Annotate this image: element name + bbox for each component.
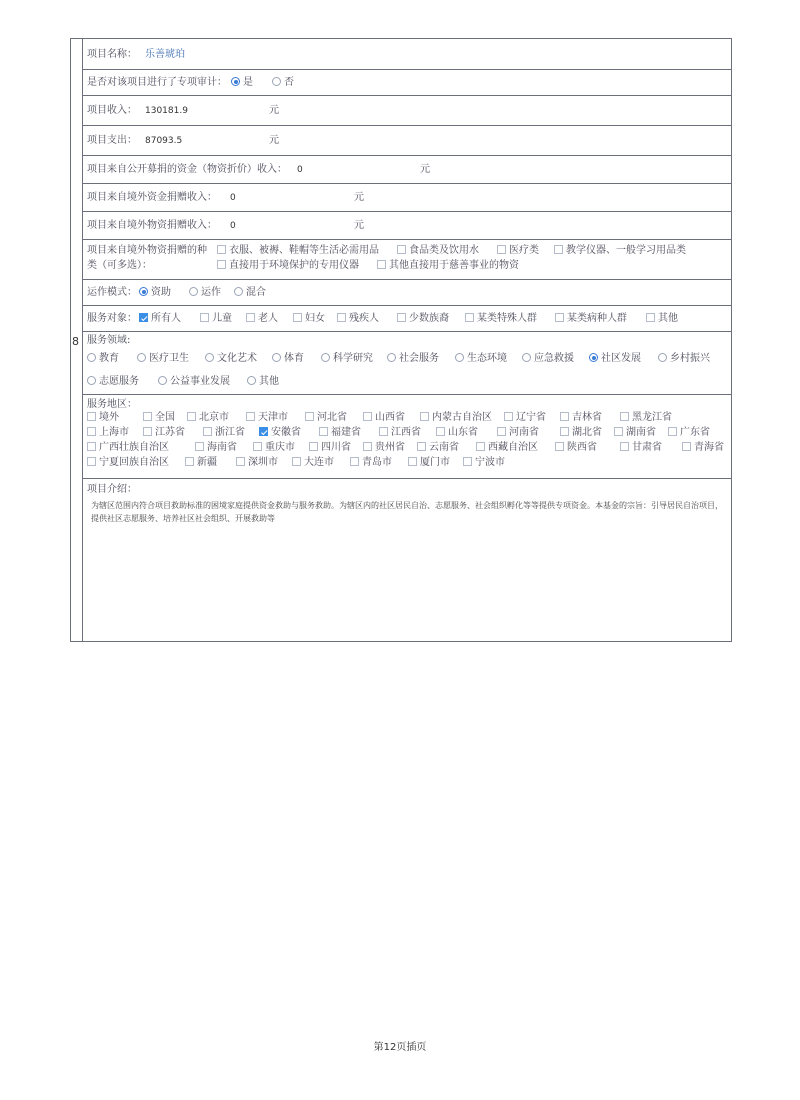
goods-type-option-label: 衣服、被褥、鞋帽等生活必需用品 xyxy=(229,245,379,256)
field-option-emergency[interactable] xyxy=(522,352,574,366)
region-option-label: 大连市 xyxy=(304,457,334,468)
checkbox-icon xyxy=(620,442,629,451)
region-option-label: 宁波市 xyxy=(475,457,505,468)
checkbox-icon xyxy=(408,457,417,466)
expense-value: 87093.5 xyxy=(145,136,183,146)
audit-label: 是否对该项目进行了专项审计： xyxy=(87,77,227,88)
target-option-label: 老人 xyxy=(258,313,278,324)
region-option[interactable] xyxy=(87,411,119,425)
checkbox-icon xyxy=(187,412,196,421)
radio-icon xyxy=(455,353,464,362)
field-option-community[interactable] xyxy=(589,352,641,366)
radio-icon xyxy=(87,353,96,362)
radio-icon xyxy=(522,353,531,362)
foreign-goods-label: 项目来自境外物资捐赠收入： xyxy=(87,220,217,231)
region-option-label: 境外 xyxy=(99,412,119,423)
goods-type-option-food[interactable] xyxy=(397,244,479,258)
checkbox-icon xyxy=(253,442,262,451)
checkbox-icon xyxy=(337,313,346,322)
foreign-goods-value: 0 xyxy=(230,221,236,231)
region-option-label: 黑龙江省 xyxy=(632,412,672,423)
region-option[interactable] xyxy=(246,411,288,425)
expense-label: 项目支出： xyxy=(87,135,137,146)
region-option[interactable] xyxy=(305,411,347,425)
region-option-label: 上海市 xyxy=(99,427,129,438)
checkbox-icon xyxy=(497,427,506,436)
foreign-fund-label: 项目来自境外资金捐赠收入： xyxy=(87,192,217,203)
field-option-label: 公益事业发展 xyxy=(170,376,230,387)
public-fund-value: 0 xyxy=(297,165,303,175)
target-option-elderly[interactable] xyxy=(246,312,278,326)
checkbox-icon xyxy=(463,457,472,466)
field-option-label: 体育 xyxy=(284,353,304,364)
checkbox-icon xyxy=(560,427,569,436)
checkbox-icon xyxy=(292,457,301,466)
checkbox-icon xyxy=(309,442,318,451)
mode-option-mixed[interactable] xyxy=(234,286,266,300)
field-option-volunteer[interactable] xyxy=(87,375,139,389)
radio-selected-icon xyxy=(139,287,148,296)
region-option-label: 甘肃省 xyxy=(632,442,662,453)
checkbox-icon xyxy=(614,427,623,436)
goods-type-option-label: 直接用于环境保护的专用仪器 xyxy=(229,260,359,271)
region-option[interactable] xyxy=(350,456,392,470)
target-label: 服务对象： xyxy=(87,313,137,324)
goods-type-option-other[interactable] xyxy=(377,259,519,273)
audit-option-yes[interactable] xyxy=(231,76,253,90)
field-label: 服务领域: xyxy=(87,335,131,346)
region-option-label: 山西省 xyxy=(375,412,405,423)
foreign-fund-value: 0 xyxy=(230,193,236,203)
checkbox-icon xyxy=(646,313,655,322)
region-option-label: 广西壮族自治区 xyxy=(99,442,169,453)
region-option[interactable] xyxy=(363,411,405,425)
field-option-public-welfare[interactable] xyxy=(158,375,230,389)
field-option-other[interactable] xyxy=(247,375,279,389)
goods-type-option-label: 其他直接用于慈善事业的物资 xyxy=(389,260,519,271)
region-option-label: 吉林省 xyxy=(572,412,602,423)
intro-text: 为辖区范围内符合项目救助标准的困境家庭提供资金救助与服务救助。为辖区内的社区居民自治、志愿服务、社会组织孵化等等提供专项资金。本基金的宗旨：引导居民自治项目，提供社区志愿服务、培养社区社会组织、开展救助等 xyxy=(91,501,723,523)
income-unit: 元 xyxy=(269,105,279,116)
row-number-column xyxy=(71,39,83,641)
mode-row xyxy=(83,280,731,306)
checkbox-icon xyxy=(246,412,255,421)
region-option[interactable] xyxy=(236,456,278,470)
region-option-label: 河南省 xyxy=(509,427,539,438)
public-fund-row xyxy=(83,156,731,184)
mode-option-fund[interactable] xyxy=(139,286,171,300)
field-option-culture[interactable] xyxy=(205,352,257,366)
region-option[interactable] xyxy=(420,411,492,425)
region-option[interactable] xyxy=(408,456,450,470)
radio-icon xyxy=(272,77,281,86)
region-option[interactable] xyxy=(614,426,656,440)
region-option[interactable] xyxy=(253,441,295,455)
field-option-ecology[interactable] xyxy=(455,352,507,366)
region-option[interactable] xyxy=(195,441,237,455)
field-option-education[interactable] xyxy=(87,352,119,366)
income-label: 项目收入： xyxy=(87,105,137,116)
foreign-goods-unit: 元 xyxy=(354,220,364,231)
mode-option-operate[interactable] xyxy=(189,286,221,300)
radio-icon xyxy=(234,287,243,296)
region-option-label: 浙江省 xyxy=(215,427,245,438)
checkbox-icon xyxy=(143,412,152,421)
region-option[interactable] xyxy=(555,441,597,455)
checkbox-icon xyxy=(87,412,96,421)
goods-type-label-line2: 类（可多选）： xyxy=(87,260,152,271)
checkbox-icon xyxy=(555,313,564,322)
region-option[interactable] xyxy=(497,426,539,440)
region-option[interactable] xyxy=(417,441,459,455)
region-option[interactable] xyxy=(143,411,175,425)
checkbox-icon xyxy=(143,427,152,436)
checkbox-icon xyxy=(497,245,506,254)
checkbox-icon xyxy=(560,412,569,421)
field-option-label: 文化艺术 xyxy=(217,353,257,364)
region-option-label: 福建省 xyxy=(331,427,361,438)
field-option-medical[interactable] xyxy=(137,352,189,366)
region-option[interactable] xyxy=(309,441,351,455)
checkbox-icon xyxy=(620,412,629,421)
audit-option-no[interactable] xyxy=(272,76,294,90)
checkbox-icon xyxy=(293,313,302,322)
radio-selected-icon xyxy=(231,77,240,86)
field-option-label: 志愿服务 xyxy=(99,376,139,387)
foreign-fund-unit: 元 xyxy=(354,192,364,203)
region-option[interactable] xyxy=(504,411,546,425)
region-option-label: 江苏省 xyxy=(155,427,185,438)
region-option-label: 重庆市 xyxy=(265,442,295,453)
foreign-goods-row xyxy=(83,212,731,240)
checkbox-icon xyxy=(217,260,226,269)
public-fund-label: 项目来自公开募捐的资金（物资折价）收入： xyxy=(87,164,287,175)
form-content xyxy=(83,39,731,641)
checkbox-icon xyxy=(87,442,96,451)
region-option[interactable] xyxy=(682,441,724,455)
mode-option-label: 资助 xyxy=(151,287,171,298)
checkbox-icon xyxy=(350,457,359,466)
target-option-children[interactable] xyxy=(200,312,232,326)
region-option[interactable] xyxy=(560,426,602,440)
region-option-label: 四川省 xyxy=(321,442,351,453)
target-option-label: 某类特殊人群 xyxy=(477,313,537,324)
goods-type-option-teaching[interactable] xyxy=(554,244,686,258)
region-option-label: 江西省 xyxy=(391,427,421,438)
radio-icon xyxy=(137,353,146,362)
field-option-science[interactable] xyxy=(321,352,373,366)
region-option-label: 天津市 xyxy=(258,412,288,423)
goods-type-label-line1: 项目来自境外物资捐赠的种 xyxy=(87,245,207,256)
radio-icon xyxy=(87,376,96,385)
field-option-label: 应急救援 xyxy=(534,353,574,364)
checkbox-icon xyxy=(363,442,372,451)
target-option-label: 其他 xyxy=(658,313,678,324)
target-row xyxy=(83,306,731,332)
region-row xyxy=(83,395,731,479)
region-option-label: 青岛市 xyxy=(362,457,392,468)
audit-option-yes-label: 是 xyxy=(243,77,253,88)
field-row xyxy=(83,332,731,395)
goods-type-option-label: 教学仪器、一般学习用品类 xyxy=(566,245,686,256)
mode-option-label: 运作 xyxy=(201,287,221,298)
region-option-label: 安徽省 xyxy=(271,427,301,438)
region-option[interactable] xyxy=(436,426,478,440)
radio-icon xyxy=(272,353,281,362)
region-option-label: 北京市 xyxy=(199,412,229,423)
checkbox-checked-icon xyxy=(139,313,148,322)
checkbox-icon xyxy=(87,427,96,436)
region-option-label: 广东省 xyxy=(680,427,710,438)
income-row xyxy=(83,96,731,126)
checkbox-icon xyxy=(465,313,474,322)
intro-row xyxy=(83,479,731,643)
checkbox-icon xyxy=(555,442,564,451)
checkbox-icon xyxy=(87,457,96,466)
checkbox-icon xyxy=(305,412,314,421)
field-option-label: 其他 xyxy=(259,376,279,387)
checkbox-icon xyxy=(476,442,485,451)
field-option-label: 科学研究 xyxy=(333,353,373,364)
region-option-label: 湖南省 xyxy=(626,427,656,438)
region-option[interactable] xyxy=(620,441,662,455)
field-option-label: 医疗卫生 xyxy=(149,353,189,364)
checkbox-icon xyxy=(668,427,677,436)
checkbox-icon xyxy=(436,427,445,436)
checkbox-icon xyxy=(200,313,209,322)
checkbox-icon xyxy=(379,427,388,436)
region-option-label: 贵州省 xyxy=(375,442,405,453)
project-name-label: 项目名称： xyxy=(87,49,137,60)
checkbox-checked-icon xyxy=(259,427,268,436)
radio-icon xyxy=(247,376,256,385)
region-option-label: 湖北省 xyxy=(572,427,602,438)
checkbox-icon xyxy=(246,313,255,322)
checkbox-icon xyxy=(185,457,194,466)
checkbox-icon xyxy=(195,442,204,451)
target-option-label: 某类病种人群 xyxy=(567,313,627,324)
region-option-label: 陕西省 xyxy=(567,442,597,453)
region-option[interactable] xyxy=(203,426,245,440)
region-option-label: 山东省 xyxy=(448,427,478,438)
region-option[interactable] xyxy=(319,426,361,440)
target-option-label: 少数族裔 xyxy=(409,313,449,324)
intro-label: 项目介绍： xyxy=(87,484,137,495)
region-option[interactable] xyxy=(668,426,710,440)
target-option-all[interactable] xyxy=(139,312,181,326)
target-option-special[interactable] xyxy=(465,312,537,326)
region-option[interactable] xyxy=(187,411,229,425)
goods-type-option-environment[interactable] xyxy=(217,259,359,273)
checkbox-icon xyxy=(420,412,429,421)
project-name-row xyxy=(83,39,731,70)
region-option-label: 云南省 xyxy=(429,442,459,453)
radio-selected-icon xyxy=(589,353,598,362)
region-option-label: 青海省 xyxy=(694,442,724,453)
region-option[interactable] xyxy=(620,411,672,425)
region-label: 服务地区： xyxy=(87,399,137,410)
region-option-label: 厦门市 xyxy=(420,457,450,468)
row-number: 8 xyxy=(72,335,79,348)
region-option[interactable] xyxy=(143,426,185,440)
field-option-label: 教育 xyxy=(99,353,119,364)
radio-icon xyxy=(158,376,167,385)
target-option-label: 残疾人 xyxy=(349,313,379,324)
goods-type-row xyxy=(83,240,731,280)
region-option-label: 深圳市 xyxy=(248,457,278,468)
field-option-sports[interactable] xyxy=(272,352,304,366)
radio-icon xyxy=(387,353,396,362)
radio-icon xyxy=(205,353,214,362)
project-name-value: 乐善琥珀 xyxy=(145,49,185,60)
field-option-label: 乡村振兴 xyxy=(670,353,710,364)
target-option-label: 妇女 xyxy=(305,313,325,324)
region-option-label: 内蒙古自治区 xyxy=(432,412,492,423)
public-fund-unit: 元 xyxy=(420,164,430,175)
field-option-label: 社区发展 xyxy=(601,353,641,364)
field-option-label: 生态环境 xyxy=(467,353,507,364)
expense-unit: 元 xyxy=(269,135,279,146)
checkbox-icon xyxy=(417,442,426,451)
expense-row xyxy=(83,126,731,156)
page-footer: 第12页插页 xyxy=(373,1042,427,1053)
audit-row xyxy=(83,70,731,96)
region-option-label: 海南省 xyxy=(207,442,237,453)
region-option-label: 河北省 xyxy=(317,412,347,423)
region-option[interactable] xyxy=(463,456,505,470)
checkbox-icon xyxy=(217,245,226,254)
radio-icon xyxy=(189,287,198,296)
radio-icon xyxy=(321,353,330,362)
checkbox-icon xyxy=(504,412,513,421)
checkbox-icon xyxy=(236,457,245,466)
region-option[interactable] xyxy=(259,426,301,440)
checkbox-icon xyxy=(682,442,691,451)
region-option[interactable] xyxy=(560,411,602,425)
goods-type-option-medical[interactable] xyxy=(497,244,539,258)
field-option-rural[interactable] xyxy=(658,352,710,366)
target-option-disabled[interactable] xyxy=(337,312,379,326)
target-option-label: 儿童 xyxy=(212,313,232,324)
mode-option-label: 混合 xyxy=(246,287,266,298)
region-option-label: 全国 xyxy=(155,412,175,423)
target-option-other[interactable] xyxy=(646,312,678,326)
checkbox-icon xyxy=(377,260,386,269)
goods-type-option-daily[interactable] xyxy=(217,244,379,258)
checkbox-icon xyxy=(363,412,372,421)
foreign-fund-row xyxy=(83,184,731,212)
audit-option-no-label: 否 xyxy=(284,77,294,88)
region-option[interactable] xyxy=(292,456,334,470)
checkbox-icon xyxy=(203,427,212,436)
region-option[interactable] xyxy=(185,456,217,470)
project-form-table xyxy=(70,38,732,642)
region-option-label: 西藏自治区 xyxy=(488,442,538,453)
radio-icon xyxy=(658,353,667,362)
region-option[interactable] xyxy=(379,426,421,440)
mode-label: 运作模式： xyxy=(87,287,137,298)
region-option[interactable] xyxy=(87,441,169,455)
checkbox-icon xyxy=(319,427,328,436)
region-option-label: 辽宁省 xyxy=(516,412,546,423)
target-option-women[interactable] xyxy=(293,312,325,326)
target-option-label: 所有人 xyxy=(151,313,181,324)
checkbox-icon xyxy=(554,245,563,254)
region-option-label: 新疆 xyxy=(197,457,217,468)
field-option-label: 社会服务 xyxy=(399,353,439,364)
goods-type-option-label: 食品类及饮用水 xyxy=(409,245,479,256)
region-option[interactable] xyxy=(87,426,129,440)
field-option-social[interactable] xyxy=(387,352,439,366)
checkbox-icon xyxy=(397,313,406,322)
region-option[interactable] xyxy=(87,456,169,470)
income-value: 130181.9 xyxy=(145,106,188,116)
target-option-disease[interactable] xyxy=(555,312,627,326)
region-option[interactable] xyxy=(363,441,405,455)
region-option-label: 宁夏回族自治区 xyxy=(99,457,169,468)
checkbox-icon xyxy=(397,245,406,254)
region-option[interactable] xyxy=(476,441,538,455)
goods-type-option-label: 医疗类 xyxy=(509,245,539,256)
target-option-minority[interactable] xyxy=(397,312,449,326)
